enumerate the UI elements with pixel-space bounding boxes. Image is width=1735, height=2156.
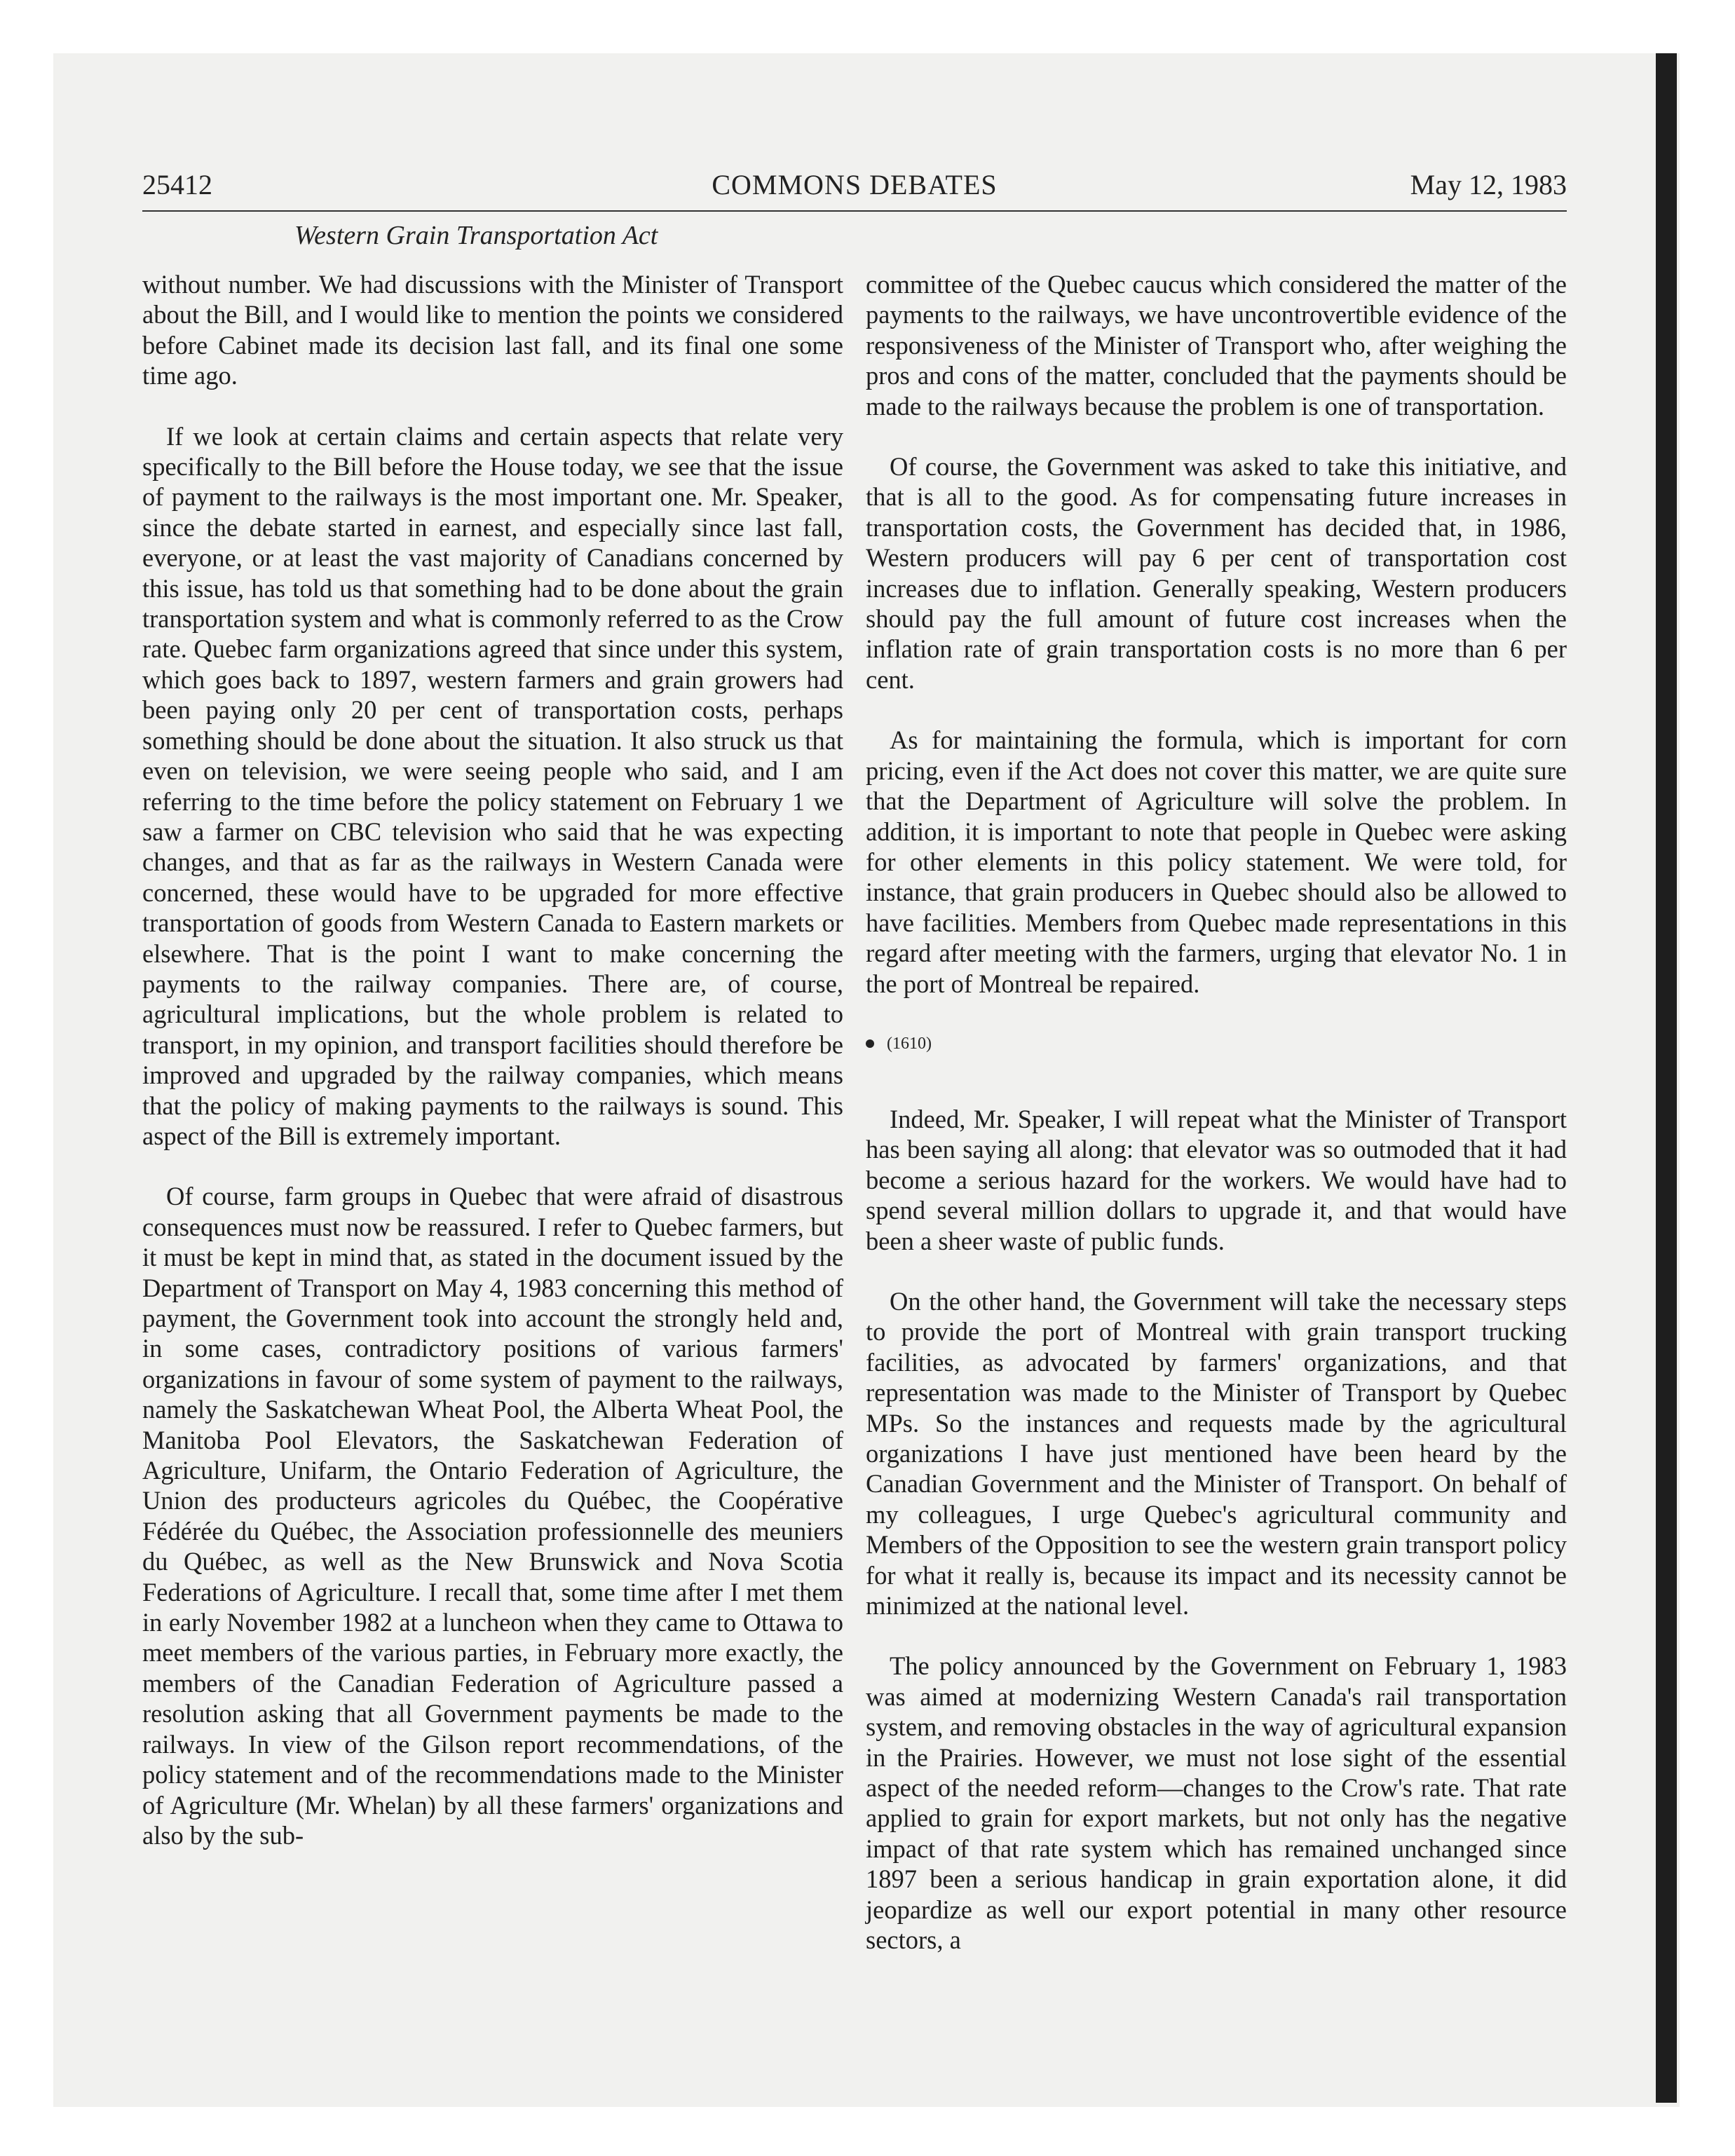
page-date: May 12, 1983 — [1410, 169, 1567, 200]
paragraph: If we look at certain claims and certain aspects that relate very specifically to the Bill before the House today, we see that the issue of payment to the railways is the most important one. Mr. Speaker, since the debate started in earnest, and especially since last fall, everyone, or at least the vast majority of Canadians concerned by this issue, has told us that something had to be done about the grain transportation system and what is commonly referred to as the Crow rate. Quebec farm organizations agreed that since under this system, which goes back to 1897, western farmers and grain growers had been paying only 20 per cent of transportation costs, perhaps something should be done about the situation. It also struck us that even on television, we were seeing people who said, and I am referring to the time before the policy statement on February 1 we saw a farmer on CBC television who said that he was expecting changes, and that as far as the railways in Western Canada were concerned, these would have to be upgraded for more effective transportation of goods from Western Canada to Eastern markets or elsewhere. That is the point I want to make concerning the payments to the railway companies. There are, of course, agricultural implications, but the whole problem is related to transport, in my opinion, and transport facilities should therefore be improved and upgraded by the railway companies, which means that the policy of making payments to the railways is sound. This aspect of the Bill is extremely important. — [142, 421, 843, 1150]
paragraph: without number. We had discussions with the Minister of Transport about the Bill, and I would like to mention the points we considered before Cabinet made its decision last fall, and its final one some time ago. — [142, 270, 843, 390]
paragraph: Of course, the Government was asked to take this initiative, and that is all to the good. As for compensating future increases in transportation costs, the Government has decided that, in 1986, Western producers will pay 6 per cent of transportation cost increases due to inflation. Generally speaking, Western producers should pay the full amount of future cost increases when the inflation rate of grain transportation costs is no more than 6 per cent. — [866, 452, 1567, 694]
running-head: Western Grain Transportation Act — [294, 221, 658, 250]
paragraph: committee of the Quebec caucus which considered the matter of the payments to the railways, we have uncontrovertible evidence of the responsiveness of the Minister of Transport who, after weighing the pros and cons of the matter, concluded that the payments should be made to the railways because the problem is one of transportation. — [866, 270, 1567, 421]
paragraph: Of course, farm groups in Quebec that were afraid of disastrous consequences must now be reassured. I refer to Quebec farmers, but it must be kept in mind that, as stated in the document issued by the Department of Transport on May 4, 1983 concerning this method of payment, the Government took into account the strongly held and, in some cases, contradictory positions of various farmers' organizations in favour of some system of payment to the railways, namely the Saskatchewan Wheat Pool, the Alberta Wheat Pool, the Manitoba Pool Elevators, the Saskatchewan Federation of Agriculture, Unifarm, the Ontario Federation of Agriculture, the Union des producteurs agricoles du Québec, the Coopérative Fédérée du Québec, the Association professionnelle des meuniers du Québec, as well as the New Brunswick and Nova Scotia Federations of Agriculture. I recall that, some time after I met them in early November 1982 at a luncheon when they came to Ottawa to meet members of the various parties, in February more exactly, the members of the Canadian Federation of Agriculture passed a resolution asking that all Government payments be made to the railways. In view of the Gilson report recommendations, of the policy statement and of the recommendations made to the Minister of Agriculture (Mr. Whelan) by all these farmers' organizations and also by the sub- — [142, 1182, 843, 1850]
journal-title: COMMONS DEBATES — [712, 169, 998, 200]
right-column — [866, 269, 1567, 1986]
time-marker — [866, 1029, 1567, 1059]
paragraph: On the other hand, the Government will take the necessary steps to provide the port of Montreal with grain transport trucking facilities, as advocated by farmers' organizations, and that representation was made to the Minister of Transport by Quebec MPs. So the instances and requests made by the agricultural organizations I have just mentioned have been heard by the Canadian Government and the Minister of Transport. On behalf of my colleagues, I urge Quebec's agricultural community and Members of the Opposition to see the western grain transport policy for what it really is, because its impact and its necessity cannot be minimized at the national level. — [866, 1286, 1567, 1621]
page-number: 25412 — [142, 169, 212, 200]
left-column — [142, 269, 843, 1881]
paragraph: As for maintaining the formula, which is important for corn pricing, even if the Act does not cover this matter, we are quite sure that the Department of Agriculture will solve the problem. In addition, it is important to note that people in Quebec were asking for other elements in this policy statement. We were told, for instance, that grain producers in Quebec should also be allowed to have facilities. Members from Quebec made representations in this regard after meeting with the farmers, urging that elevator No. 1 in the port of Montreal be repaired. — [866, 725, 1567, 998]
paragraph: The policy announced by the Government on February 1, 1983 was aimed at modernizing Western Canada's rail transportation system, and removing obstacles in the way of agricultural expansion in the Prairies. However, we must not lose sight of the essential aspect of the needed reform—changes to the Crow's rate. That rate applied to grain for export markets, but not only has the negative impact of that rate system which has remained unchanged since 1897 been a serious handicap in grain exportation alone, it did jeopardize as well our export potential in many other resource sectors, a — [866, 1651, 1567, 1955]
bullet-icon — [866, 1039, 874, 1048]
scan-edge-shadow — [1656, 53, 1677, 2103]
time-marker-label: (1610) — [887, 1034, 932, 1053]
paragraph: Indeed, Mr. Speaker, I will repeat what the Minister of Transport has been saying all along: that elevator was so outmoded that it had become a serious hazard for the workers. We would have had to spend several million dollars to upgrade it, and that would have been a sheer waste of public funds. — [866, 1104, 1567, 1255]
page-header — [142, 168, 1567, 212]
